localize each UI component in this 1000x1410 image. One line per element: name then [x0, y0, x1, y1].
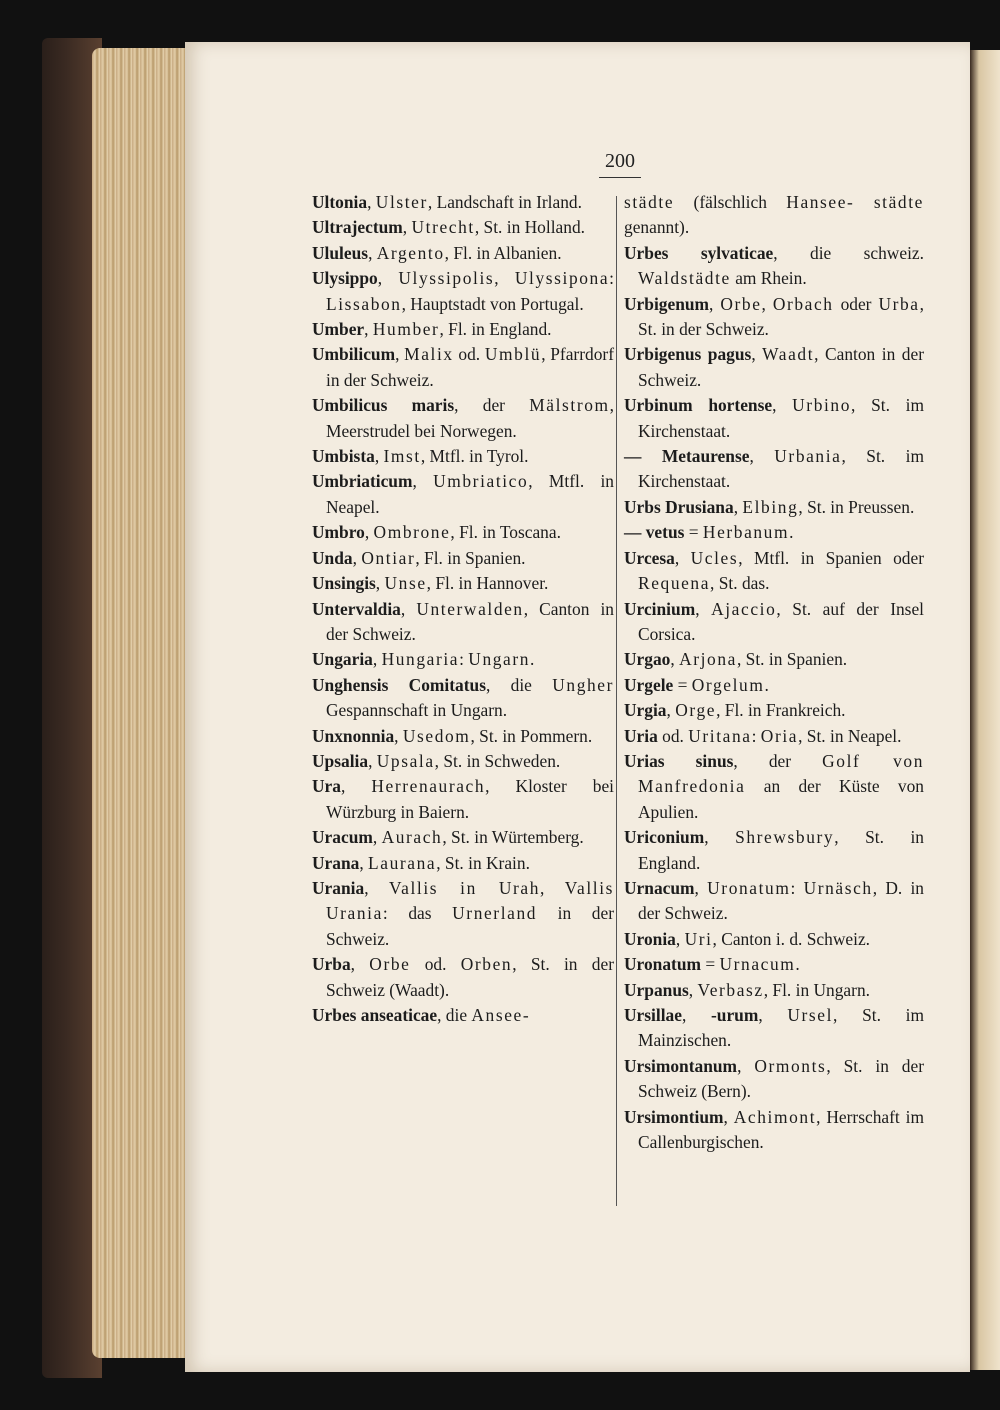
- dictionary-entry: [624, 673, 924, 698]
- entry-text: ,: [352, 547, 362, 568]
- dictionary-entry: [312, 241, 614, 266]
- page-number-text: 200: [599, 150, 641, 178]
- entry-text: ,: [368, 750, 377, 771]
- entry-headword: Urbinum hortense: [624, 395, 773, 416]
- entry-text: od.: [657, 725, 689, 746]
- spaced-name: Hungaria: [381, 649, 460, 670]
- dictionary-entry: [624, 597, 924, 648]
- entry-text: , Canton in der Schweiz.: [326, 598, 614, 644]
- spaced-name: Umbriatico: [433, 471, 529, 492]
- entry-text: , Fl. in Toscana.: [450, 522, 561, 543]
- entry-text: ,: [751, 344, 763, 365]
- entry-text: , Fl. in Ungarn.: [763, 979, 870, 1000]
- spaced-name: Utrecht: [411, 217, 475, 238]
- dictionary-entry: [312, 1003, 614, 1028]
- spaced-name: Shrewsbury: [735, 827, 835, 848]
- entry-text: ,: [350, 954, 370, 975]
- entry-headword: Urbigenum: [624, 293, 710, 314]
- spaced-name: Orbe: [369, 954, 411, 975]
- spaced-name: Ungher: [552, 674, 614, 695]
- spaced-name: Achimont: [733, 1106, 817, 1127]
- dictionary-entry: [312, 190, 614, 215]
- entry-text: , Herrschaft im Callenburgischen.: [638, 1106, 924, 1153]
- dictionary-entry: [312, 342, 614, 393]
- spaced-name: Urnacum: [719, 954, 796, 975]
- dictionary-entry: [312, 876, 614, 952]
- entry-headword: Urcesa: [624, 547, 675, 568]
- dictionary-entry: [312, 571, 614, 596]
- entry-text: ,: [394, 725, 403, 746]
- spaced-name: Ontiar: [361, 547, 416, 568]
- entry-headword: Urgele: [624, 674, 674, 695]
- entry-text: , St. in Pommern.: [470, 725, 593, 746]
- entry-text: od.: [410, 954, 461, 975]
- spaced-name: Vallis in Urah: [388, 877, 541, 898]
- entry-text: , St. in Holland.: [474, 217, 585, 238]
- dictionary-entry: [624, 1003, 924, 1054]
- entry-headword: Umbro: [312, 522, 365, 543]
- spaced-name: Urbino: [792, 395, 852, 416]
- spaced-name: Malix: [404, 344, 454, 365]
- dictionary-entry: [624, 927, 924, 952]
- entry-text: , die: [437, 1005, 472, 1025]
- entry-text: , Mtfl. in Spanien oder: [738, 547, 924, 568]
- spaced-name: Verbasz: [697, 979, 764, 1000]
- entry-text: ,: [364, 877, 389, 898]
- entry-text: ,: [772, 395, 793, 416]
- entry-headword: Urbigenus pagus: [624, 344, 752, 365]
- dictionary-entry: [624, 749, 924, 825]
- entry-headword: Ursillae: [624, 1005, 682, 1025]
- entry-text: ,: [695, 598, 712, 619]
- entry-text: in der Schweiz.: [326, 903, 614, 949]
- entry-text: , Canton in der Schweiz.: [638, 344, 924, 390]
- entry-headword: Upsalia: [312, 750, 369, 771]
- spaced-name: Argento: [376, 242, 445, 263]
- entry-headword: Urgia: [624, 700, 667, 721]
- entry-text: ,: [395, 344, 405, 365]
- entry-headword: Uronia: [624, 928, 676, 949]
- entry-text: , St. in Krain.: [436, 852, 530, 873]
- dictionary-entry: [624, 546, 924, 597]
- spaced-name: Orge: [675, 700, 717, 721]
- entry-text: -urum: [711, 1005, 759, 1025]
- entry-text: ,: [694, 877, 708, 898]
- entry-text: ,: [412, 471, 434, 492]
- spaced-name: Orbe: [720, 293, 762, 314]
- dictionary-entry: [312, 749, 614, 774]
- entry-text: , St. in der Schweiz (Bern).: [638, 1055, 924, 1102]
- spaced-name: Ursel: [787, 1005, 834, 1025]
- entry-text: , St. im Mainzischen.: [638, 1005, 924, 1051]
- dictionary-entry: [624, 698, 924, 723]
- dictionary-entry: [312, 317, 614, 342]
- entry-headword: Ursimontanum: [624, 1055, 738, 1076]
- entry-headword: Unxnonnia: [312, 725, 395, 746]
- spaced-name: Humber: [372, 319, 440, 340]
- spaced-name: Ulster: [375, 192, 428, 212]
- spaced-name: städte: [624, 192, 675, 212]
- entry-headword: Uriconium: [624, 827, 705, 848]
- entry-headword: — Metaurense: [624, 446, 750, 467]
- entry-text: .: [795, 954, 800, 975]
- dictionary-entry: [624, 825, 924, 876]
- entry-text: , St. in England.: [638, 827, 925, 873]
- spaced-name: städte: [873, 192, 924, 212]
- spaced-name: Waldstädte: [638, 268, 731, 289]
- dictionary-entry: [624, 190, 924, 241]
- dictionary-entry: [624, 495, 924, 520]
- spaced-name: Urba: [878, 293, 920, 314]
- spaced-name: Golf von Manfredonia: [638, 750, 924, 797]
- column-divider: [616, 196, 617, 1206]
- entry-text: ,: [359, 852, 369, 873]
- entry-text: ,: [374, 446, 384, 467]
- entry-text: ,: [402, 217, 412, 238]
- entry-headword: Umbista: [312, 446, 375, 467]
- entry-text: , Meerstrudel bei Norwegen.: [326, 395, 615, 441]
- entry-headword: Urbs Drusiana: [624, 496, 734, 517]
- entry-text: ,: [704, 827, 736, 848]
- entry-text: :: [790, 877, 804, 898]
- entry-text: , St. in Preussen.: [798, 496, 915, 517]
- spaced-name: Arjona: [679, 649, 737, 670]
- dictionary-entry: [624, 978, 924, 1003]
- spaced-name: Hansee-: [786, 192, 855, 212]
- spaced-name: Waadt: [762, 344, 815, 365]
- entry-text: ,: [364, 522, 374, 543]
- page-number: [0, 150, 1000, 178]
- spaced-name: Mälstrom: [529, 395, 610, 416]
- entry-headword: Urania: [312, 877, 365, 898]
- entry-text: am Rhein.: [730, 268, 807, 289]
- entry-headword: Unda: [312, 547, 353, 568]
- spaced-name: Laurana: [368, 852, 437, 873]
- entry-text: , St. in Spanien.: [736, 649, 848, 670]
- entry-headword: Umbilicum: [312, 344, 396, 365]
- entry-headword: Urgao: [624, 649, 671, 670]
- right-column: [624, 190, 924, 1155]
- entry-text: , Kloster bei Würzburg in Baiern.: [326, 776, 614, 822]
- spaced-name: Requena: [638, 573, 711, 594]
- entry-text: an der Küste von Apulien.: [638, 776, 924, 822]
- dictionary-entry: [624, 647, 924, 672]
- spaced-name: Lissabon: [326, 293, 402, 314]
- entry-headword: Urbes sylvaticae: [624, 242, 774, 263]
- entry-text: ,: [758, 1005, 788, 1025]
- spaced-name: Ulyssipolis: [398, 268, 495, 289]
- spaced-name: Imst: [383, 446, 421, 467]
- entry-headword: Urnacum: [624, 877, 695, 898]
- facing-page-edge: [970, 50, 1000, 1370]
- entry-headword: Ultonia: [312, 192, 368, 212]
- dictionary-entry: [312, 546, 614, 571]
- entry-text: , D. in der Schweiz.: [638, 877, 925, 924]
- entry-headword: Unsingis: [312, 573, 376, 594]
- dictionary-entry: [312, 520, 614, 545]
- entry-text: .: [530, 649, 535, 670]
- dictionary-entry: [624, 952, 924, 977]
- entry-text: , die schweiz.: [773, 242, 924, 263]
- entry-text: ,: [723, 1106, 734, 1127]
- entry-text: , Fl. in Hannover.: [426, 573, 549, 594]
- entry-headword: Uracum: [312, 827, 373, 848]
- entry-text: , St. in Würtemberg.: [442, 827, 584, 848]
- entry-headword: Urba: [312, 954, 351, 975]
- entry-text: ,: [372, 649, 382, 670]
- spaced-name: Unterwalden: [416, 598, 524, 619]
- spaced-name: Orbach: [772, 293, 834, 314]
- entry-text: , Mtfl. in Neapel.: [326, 471, 614, 517]
- spaced-name: Uritana: [688, 725, 752, 746]
- entry-text: : das: [382, 903, 453, 924]
- entry-text: , St. auf der Insel Corsica.: [638, 598, 924, 644]
- spaced-name: Ajaccio: [711, 598, 777, 619]
- entry-headword: Ursimontium: [624, 1106, 724, 1127]
- spaced-name: Usedom: [402, 725, 471, 746]
- entry-text: , der: [733, 750, 823, 771]
- entry-text: ,: [372, 827, 382, 848]
- spaced-name: Ombrone: [373, 522, 451, 543]
- dictionary-entry: [312, 393, 614, 444]
- entry-text: , Fl. in England.: [439, 319, 552, 340]
- spaced-name: Elbing: [742, 496, 799, 517]
- spaced-name: Urnerland: [452, 903, 538, 924]
- entry-headword: Untervaldia: [312, 598, 401, 619]
- left-column: [312, 190, 614, 1028]
- dictionary-entry: [312, 952, 614, 1003]
- spaced-name: Umblü: [484, 344, 542, 365]
- entry-text: ,: [688, 979, 698, 1000]
- entry-text: ,: [400, 598, 417, 619]
- entry-text: ,: [540, 877, 565, 898]
- dictionary-entry: [312, 444, 614, 469]
- spaced-name: Orben: [460, 954, 513, 975]
- entry-text: ,: [377, 268, 399, 289]
- dictionary-entry: [624, 520, 924, 545]
- spaced-name: Herrenaurach: [371, 776, 486, 797]
- entry-text: , St. das.: [710, 573, 770, 594]
- entry-headword: Urpanus: [624, 979, 689, 1000]
- entry-text: .: [764, 674, 769, 695]
- entry-text: oder: [833, 293, 879, 314]
- dictionary-entry: [624, 444, 924, 495]
- entry-text: ,: [494, 268, 515, 289]
- entry-headword: Ulysippo: [312, 268, 378, 289]
- dictionary-entry: [312, 774, 614, 825]
- dictionary-entry: [312, 469, 614, 520]
- entry-headword: Urias sinus: [624, 750, 734, 771]
- dictionary-entry: [624, 342, 924, 393]
- entry-text: , St. in Schweden.: [434, 750, 561, 771]
- entry-headword: Ura: [312, 776, 341, 797]
- entry-headword: Umber: [312, 319, 365, 340]
- spaced-name: Aurach: [381, 827, 443, 848]
- entry-text: , Fl. in Spanien.: [415, 547, 526, 568]
- spaced-name: Urnäsch: [803, 877, 873, 898]
- entry-text: , Fl. in Frankreich.: [716, 700, 846, 721]
- entry-text: ,: [709, 293, 721, 314]
- spaced-name: Ucles: [690, 547, 739, 568]
- spaced-name: Uri: [684, 928, 713, 949]
- entry-headword: Urcinium: [624, 598, 696, 619]
- spaced-name: Herbanum: [702, 522, 790, 543]
- entry-text: genannt).: [624, 217, 690, 238]
- entry-text: ,: [368, 242, 377, 263]
- entry-text: ,: [674, 547, 691, 568]
- entry-text: :: [609, 268, 614, 289]
- entry-text: ,: [670, 649, 680, 670]
- dictionary-entry: [312, 825, 614, 850]
- entry-text: (fälschlich: [674, 192, 787, 212]
- entry-text: ,: [737, 1055, 755, 1076]
- spaced-name: Ansee-: [471, 1005, 531, 1025]
- dictionary-entry: [312, 673, 614, 724]
- spaced-name: Urbania: [774, 446, 842, 467]
- entry-text: ,: [666, 700, 676, 721]
- dictionary-entry: [624, 393, 924, 444]
- dictionary-entry: [624, 1054, 924, 1105]
- entry-headword: Umbriaticum: [312, 471, 413, 492]
- entry-text: ,: [340, 776, 372, 797]
- spaced-name: Upsala: [376, 750, 435, 771]
- entry-text: :: [459, 649, 469, 670]
- spaced-name: Ulyssipona: [514, 268, 610, 289]
- entry-headword: Ultrajectum: [312, 217, 403, 238]
- dictionary-entry: [312, 724, 614, 749]
- entry-text: , Pfarrdorf in der Schweiz.: [326, 344, 614, 390]
- entry-headword: Uria: [624, 725, 658, 746]
- entry-text: od.: [453, 344, 485, 365]
- entry-text: , die: [485, 674, 553, 695]
- spaced-name: Vallis Urania: [326, 877, 614, 924]
- entry-text: ,: [761, 293, 773, 314]
- entry-headword: Umbilicus maris: [312, 395, 455, 416]
- entry-text: ,: [675, 928, 685, 949]
- spaced-name: Orgelum: [691, 674, 765, 695]
- dictionary-entry: [624, 292, 924, 343]
- dictionary-entry: [312, 597, 614, 648]
- entry-text: =: [673, 674, 692, 695]
- entry-headword: Urbes anseaticae: [312, 1005, 438, 1025]
- dictionary-entry: [624, 724, 924, 749]
- entry-headword: Unghensis Comitatus: [312, 674, 486, 695]
- spaced-name: Uronatum: [707, 877, 791, 898]
- entry-headword: — vetus: [624, 522, 685, 543]
- entry-headword: Uronatum: [624, 954, 701, 975]
- dictionary-entry: [624, 241, 924, 292]
- entry-text: ,: [364, 319, 373, 340]
- entry-text: , St. im Kirchenstaat.: [638, 446, 924, 492]
- entry-text: ,: [375, 573, 385, 594]
- dictionary-entry: [312, 266, 614, 317]
- dictionary-entry: [312, 647, 614, 672]
- dictionary-entry: [312, 851, 614, 876]
- spaced-name: Oria: [760, 725, 799, 746]
- entry-text: , Mtfl. in Tyrol.: [420, 446, 529, 467]
- entry-text: ,: [367, 192, 376, 212]
- spaced-name: Ormonts: [754, 1055, 827, 1076]
- entry-text: :: [751, 725, 761, 746]
- entry-text: ,: [733, 496, 743, 517]
- entry-text: , St. in der Schweiz.: [638, 293, 924, 340]
- entry-headword: Urana: [312, 852, 360, 873]
- entry-text: , Fl. in Albanien.: [444, 242, 562, 263]
- dictionary-entry: [624, 1105, 924, 1156]
- entry-headword: Ululeus: [312, 242, 369, 263]
- entry-text: , St. im Kirchenstaat.: [638, 395, 924, 441]
- entry-text: , der: [454, 395, 530, 416]
- entry-text: ,: [681, 1005, 711, 1025]
- entry-text: , St. in der Schweiz (Waadt).: [326, 954, 614, 1000]
- entry-text: , Landschaft in Irland.: [427, 192, 582, 212]
- dictionary-entry: [624, 876, 924, 927]
- entry-text: =: [684, 522, 703, 543]
- entry-text: =: [700, 954, 720, 975]
- spaced-name: Ungarn: [468, 649, 531, 670]
- entry-text: [854, 192, 873, 212]
- dictionary-entry: [312, 215, 614, 240]
- entry-text: Gespannschaft in Ungarn.: [326, 700, 508, 721]
- entry-text: , Hauptstadt von Portugal.: [401, 293, 584, 314]
- entry-text: , Canton i. d. Schweiz.: [712, 928, 871, 949]
- entry-text: , St. in Neapel.: [798, 725, 902, 746]
- spaced-name: Unse: [384, 573, 427, 594]
- entry-text: .: [789, 522, 794, 543]
- entry-text: ,: [749, 446, 775, 467]
- entry-headword: Ungaria: [312, 649, 373, 670]
